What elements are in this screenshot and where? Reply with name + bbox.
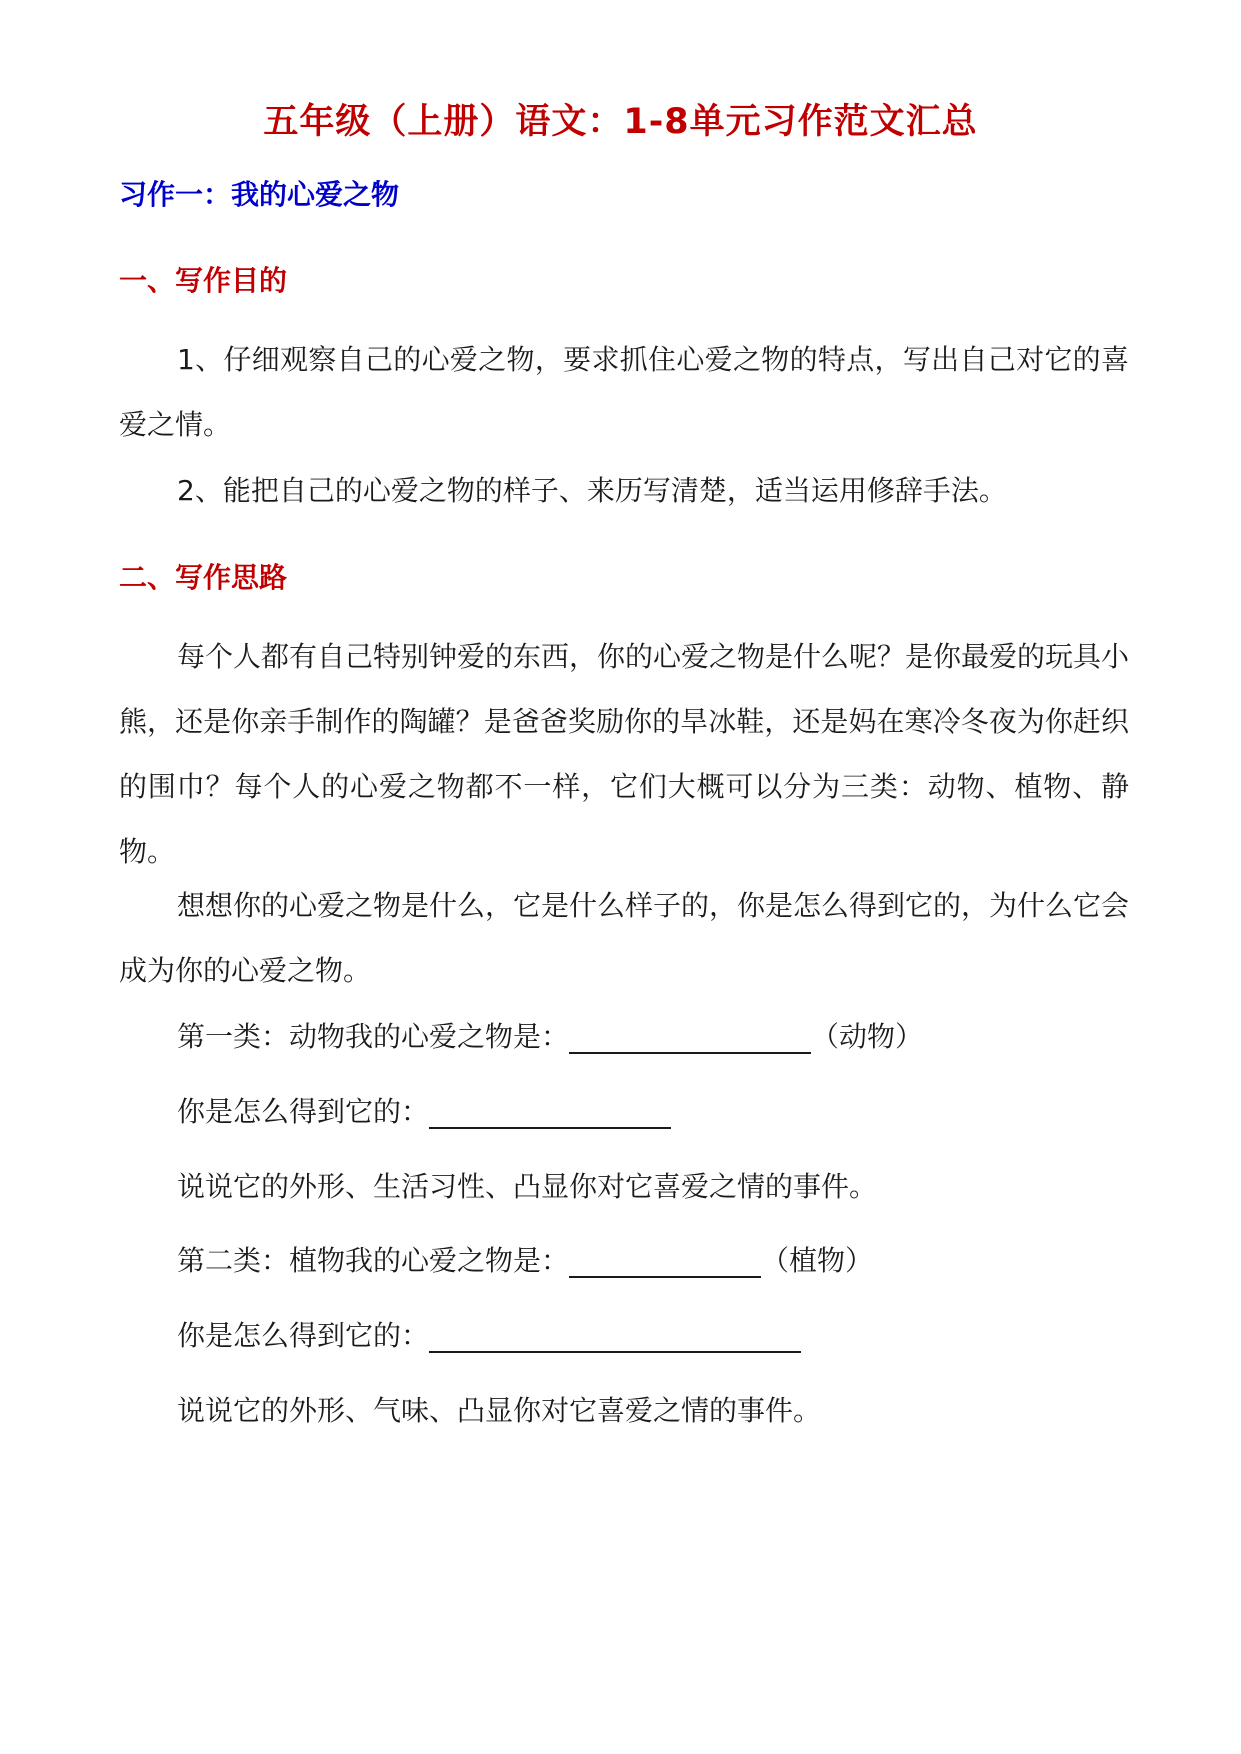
category-2-blank (569, 1242, 761, 1278)
category-2-line (177, 1236, 873, 1286)
category-2-prefix: 第二类：植物我的心爱之物是： (177, 1244, 570, 1277)
category-2-desc: 说说它的外形、气味、凸显你对它喜爱之情的事件。 (177, 1394, 822, 1427)
category-1-blank (569, 1018, 811, 1054)
approach-paragraph-2: 想想你的心爱之物是什么，它是什么样子的，你是怎么得到它的，为什么它会成为你的心爱之物。 (119, 889, 1130, 987)
category-1-suffix: （动物） (811, 1020, 924, 1053)
category-1-line (177, 1012, 923, 1062)
heading-approach: 二、写作思路 (119, 561, 288, 594)
category-1-how-line (177, 1087, 671, 1137)
category-1-desc: 说说它的外形、生活习性、凸显你对它喜爱之情的事件。 (177, 1170, 878, 1203)
purpose-item-2: 2、能把自己的心爱之物的样子、来历写清楚，适当运用修辞手法。 (177, 474, 1007, 507)
category-2-how-label: 你是怎么得到它的： (177, 1319, 430, 1352)
section-title: 习作一：我的心爱之物 (119, 178, 400, 211)
purpose-item-1: 1、仔细观察自己的心爱之物，要求抓住心爱之物的特点，写出自己对它的喜爱之情。 (119, 343, 1129, 441)
heading-purpose: 一、写作目的 (119, 264, 288, 297)
document-title: 五年级（上册）语文：1-8单元习作范文汇总 (263, 102, 978, 142)
category-1-how-blank (429, 1093, 671, 1129)
category-2-how-line (177, 1311, 801, 1361)
category-2-suffix: （植物） (761, 1244, 874, 1277)
category-1-prefix: 第一类：动物我的心爱之物是： (177, 1020, 570, 1053)
approach-paragraph-1: 每个人都有自己特别钟爱的东西，你的心爱之物是什么呢？是你最爱的玩具小熊，还是你亲手制作的陶罐？是爸爸奖励你的旱冰鞋，还是妈在寒冷冬夜为你赶织的围巾？每个人的心爱之物都不一样，它们大概可以分为三类：动物、植物、静物。 (119, 640, 1130, 868)
category-1-how-label: 你是怎么得到它的： (177, 1095, 430, 1128)
category-2-how-blank (429, 1317, 801, 1353)
